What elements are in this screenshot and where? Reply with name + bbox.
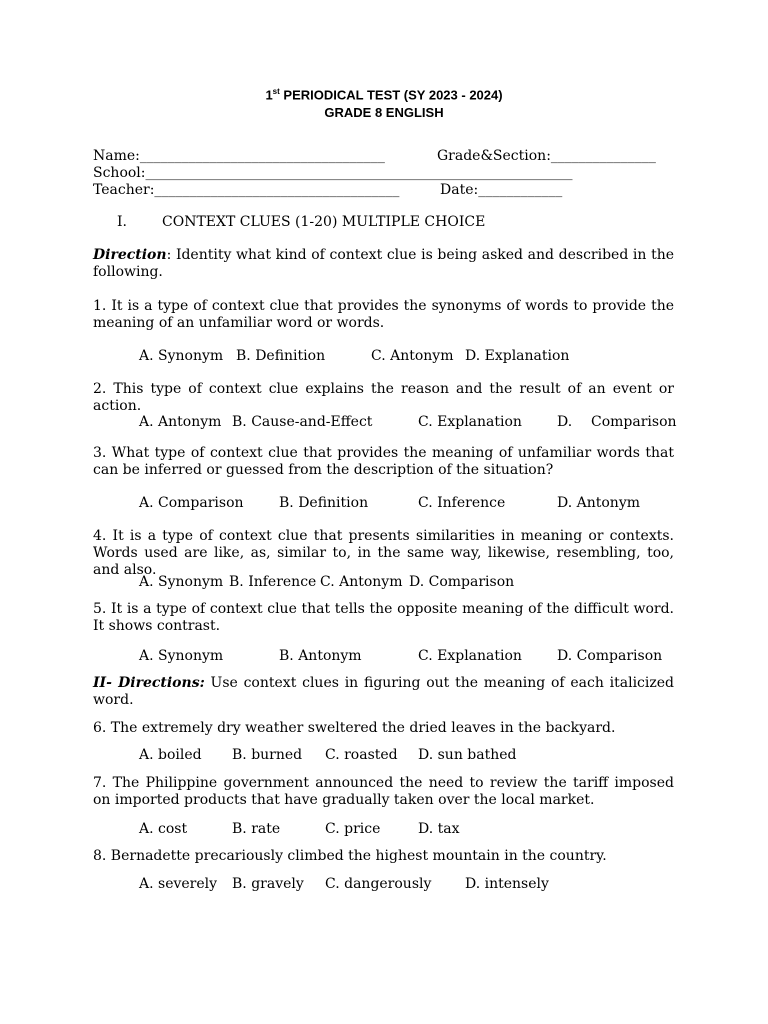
q1-option-d: D. Explanation bbox=[465, 348, 570, 364]
q4-option-b: B. Inference bbox=[229, 574, 317, 590]
q2-option-d: D. bbox=[557, 414, 573, 430]
page-subtitle: GRADE 8 ENGLISH bbox=[324, 105, 444, 120]
q3-option-c: C. Inference bbox=[418, 495, 506, 511]
q2-option-b: B. Cause-and-Effect bbox=[232, 414, 373, 430]
question-3: 3. What type of context clue that provides the meaning of unfamiliar words that can be inferred or guessed from the description of the situation? bbox=[93, 445, 674, 478]
q3-option-d: D. Antonym bbox=[557, 495, 641, 511]
q4-option-d: D. Comparison bbox=[409, 574, 515, 590]
name-field: Name:___________________________________ bbox=[93, 148, 385, 164]
q5-option-b: B. Antonym bbox=[279, 648, 362, 664]
question-6: 6. The extremely dry weather sweltered the dried leaves in the backyard. bbox=[93, 720, 616, 736]
q4-option-c: C. Antonym bbox=[320, 574, 403, 590]
section2-label: II- Directions: bbox=[93, 675, 205, 691]
q2-option-c: C. Explanation bbox=[418, 414, 522, 430]
q5-option-d: D. Comparison bbox=[557, 648, 663, 664]
q5-option-a: A. Synonym bbox=[139, 648, 224, 664]
question-7: 7. The Philippine government announced the need to review the tariff imposed on imported products that have gradually taken over the local market. bbox=[93, 775, 674, 808]
q7-option-c: C. price bbox=[325, 821, 381, 837]
page-title bbox=[0, 87, 768, 102]
question-5: 5. It is a type of context clue that tells the opposite meaning of the difficult word. It shows contrast. bbox=[93, 601, 674, 634]
q5-option-c: C. Explanation bbox=[418, 648, 522, 664]
q4-option-a: A. Synonym bbox=[139, 574, 224, 590]
q1-option-b: B. Definition bbox=[236, 348, 326, 364]
q7-option-b: B. rate bbox=[232, 821, 281, 837]
question-4: 4. It is a type of context clue that presents similarities in meaning or contexts. Words used are like, as, similar to, in the same way, likewise, resembling, too, and also. bbox=[93, 528, 674, 578]
school-field: School:_____________________________________________________________ bbox=[93, 165, 573, 181]
q3-option-a: A. Comparison bbox=[139, 495, 244, 511]
date-field: Date:____________ bbox=[440, 182, 563, 198]
direction-text: : Identity what kind of context clue is being asked and described in the following. bbox=[93, 247, 674, 280]
question-1: 1. It is a type of context clue that provides the synonyms of words to provide the meaning of an unfamiliar word or words. bbox=[93, 298, 674, 331]
question-8: 8. Bernadette precariously climbed the highest mountain in the country. bbox=[93, 848, 607, 864]
q6-option-a: A. boiled bbox=[139, 747, 202, 763]
q6-option-d: D. sun bathed bbox=[418, 747, 517, 763]
q6-option-c: C. roasted bbox=[325, 747, 398, 763]
question-2: 2. This type of context clue explains the reason and the result of an event or action. bbox=[93, 381, 674, 414]
q2-option-a: A. Antonym bbox=[139, 414, 222, 430]
section-numeral: I. bbox=[117, 214, 127, 230]
q3-option-b: B. Definition bbox=[279, 495, 369, 511]
q1-option-c: C. Antonym bbox=[371, 348, 454, 364]
section2-text: Use context clues in figuring out the meaning of each italicized word. bbox=[93, 675, 675, 708]
q8-option-a: A. severely bbox=[139, 876, 218, 892]
title-ordinal: 1 bbox=[265, 87, 273, 103]
direction-paragraph bbox=[93, 247, 674, 281]
q1-option-a: A. Synonym bbox=[139, 348, 224, 364]
q8-option-c: C. dangerously bbox=[325, 876, 432, 892]
direction-label: Direction bbox=[93, 247, 167, 263]
q6-option-b: B. burned bbox=[232, 747, 303, 763]
q7-option-d: D. tax bbox=[418, 821, 460, 837]
q7-option-a: A. cost bbox=[139, 821, 188, 837]
q2-option-d-text: Comparison bbox=[591, 414, 677, 430]
grade-section-field: Grade&Section:_______________ bbox=[437, 148, 656, 164]
teacher-field: Teacher:___________________________________ bbox=[93, 182, 400, 198]
q8-option-d: D. intensely bbox=[465, 876, 549, 892]
title-text: PERIODICAL TEST (SY 2023 - 2024) bbox=[279, 87, 503, 103]
q8-option-b: B. gravely bbox=[232, 876, 304, 892]
section-heading: CONTEXT CLUES (1-20) MULTIPLE CHOICE bbox=[162, 214, 486, 230]
title-ordinal-suffix: st bbox=[272, 87, 280, 96]
section2-directions bbox=[93, 675, 674, 709]
